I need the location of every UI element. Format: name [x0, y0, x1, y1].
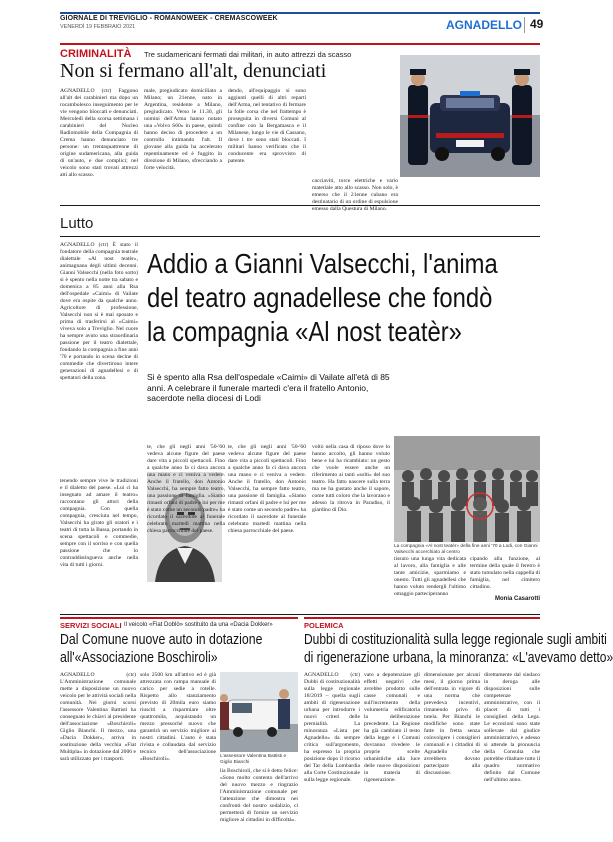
story2-signature: Monia Casarotti	[494, 596, 540, 602]
car-photo-caption: L'assessore Valentina Battisti e Giglio Bianchi	[220, 754, 287, 765]
story2-column-5: tissuto una lunga vita dedicata al lavoro, alla famiglia e alle tante amicizie, sparmiamo e onesto. Tutti gli agnadellesi che hanno voluto rendergli l'ultimo omaggio parteciperanno	[394, 556, 466, 597]
car-handover-illustration	[220, 672, 298, 752]
story1-column-2: male, pregiudicato domiciliato a Milano; un 21enne, nato in Argentina, residente a Milano, pregiudicato. Verso le 11.30, gli uomini dell'Arma hanno notato una «Volvo S60» in paese, quindi hanno deciso di procedere a un controllo intimando l'alt. Il giovane alla guida ha accelerato repentinamente ed è fuggito in direzione di Milano, sfrecciando a forte velocità.	[144, 88, 222, 171]
story3-column-1: AGNADELLO (ctr) L'Amministrazione comunale mette a disposizione un nuovo veicolo per le attività sociali nella comunità. Nei giorni scorsi l'assessore Valentina Battisti ha consegnato le chiavi al presidente dell'associazione «Boschiroli» Giglio Bianchi. Il mezzo, una «Dacia Dokker», arriva in sostituzione della vecchia «Fiat Multipla» in dotazione dal 2006 e sarà utilizzato per i trasporti.	[60, 672, 136, 762]
story2-column-2: tenendo sempre vive le tradizioni e il dialetto del paese. «Lui ci ha insegnato ad amare il teatro» raccontano gli attori della compagnia. Con quella compagnia, cresciuta nel tempo, Valsecchi ha girato gli oratori e i teatri di tutta la Bassa, portando in scena spettacoli e commedie, sempre con il sorriso e con quella passione che lo contraddistingueva anche nella vita di tutti i giorni.	[60, 478, 138, 568]
story2-column-3-top: te, che gli negli anni '50-'60 vedeva alcune figure del paese dare vita a piccoli spettacoli. Fino a qualche anno fa ci dava ancora una mano e ci veniva a vedere. Anche il fratello, don Antonio Valsecchi, ha sempre fatto teatro, una passione di famiglia. «Siamo rimasti orfani di padre e lui per me è stato come un secondo padre» ha ricordato il sacerdote al funerale celebrato martedì mattina nella chiesa parrocchiale del paese.	[147, 444, 225, 534]
story4-column-2: vato a depotenziare gli effetti negativi che avrebbe prodotto sulle casse comunali e sull'incremento della volumetria edificatoria la deliberazione precedente. La Regione ha già cambiato il testo della legge e i Comuni dovranno rivedere le proprie scelte urbanistiche alla luce delle nuove disposizioni in materia di rigenerazione.	[364, 672, 420, 783]
story3-headline-line-2: all'«Associazione Boschiroli»	[60, 649, 218, 666]
story-separator-2	[60, 614, 540, 615]
story3-rule	[60, 617, 298, 619]
story1-kicker: CRIMINALITÀ	[60, 48, 132, 60]
story-separator-1	[60, 205, 540, 206]
story4-kicker: POLEMICA	[304, 621, 344, 630]
story2-deck: Si è spento alla Rsa dell'ospedale «Caimi» di Vailate all'età di 85 anni. A celebrare il funerale martedì c'era il fratello Antonio, sacerdote nella diocesi di Lodi	[147, 372, 390, 403]
page-number: 49	[530, 17, 544, 31]
story3-kicker: SERVIZI SOCIALI	[60, 621, 122, 630]
story2-column-6: cipando alla funzione, al termine della quale il feretro è stato tumulato nella cappella di famiglia, nel cimitero cittadino.	[470, 556, 540, 590]
theatre-photo-caption: La compagnia «Al nost teatèr» della fine anni '70 a Lodi, con Gianni Valsecchi accerchiato al centro	[394, 544, 538, 555]
header-divider	[524, 17, 525, 33]
masthead-rule	[60, 12, 540, 14]
story3-headline-line-1: Dal Comune nuove auto in dotazione	[60, 631, 263, 648]
story3-column-3: lia Boschiroli, che si è detto felice: «Sono molto contento dell'arrivo del nuovo mezzo e ringrazio l'Amministrazione comunale per l'attenzione che dimostra nei confronti del nostro sodalizio, ci permetterà di fornire un servizio migliore ai cittadini in difficoltà».	[220, 768, 298, 823]
story1-headline: Non si fermano all'alt, denunciati	[60, 60, 327, 82]
story2-rule	[60, 236, 540, 237]
story2-kicker: Lutto	[60, 215, 94, 232]
story4-headline-line-2: di rigenerazione urbana, la minoranza: «L'avevamo detto»	[304, 649, 613, 666]
story3-subkicker: Il veicolo «Fiat Doblò» sostituito da una «Dacia Dokker»	[124, 622, 273, 628]
story1-rule	[60, 43, 540, 45]
carabinieri-photo	[400, 55, 540, 177]
story4-column-3: dimensionate per alcuni mesi, il giorno prima dell'entrata in vigore di una norma che prevedeva incentivi, rimanendo privo di tutela. Per Bianchi le modifiche sono state fatte in fretta senza coinvolgere i consiglieri comunali e i cittadini di Agnadello che avrebbero dovuto partecipare alla discussione.	[424, 672, 480, 776]
story2-headline-line-1: Addio a Gianni Valsecchi, l'anima	[147, 248, 498, 279]
section-name: AGNADELLO	[446, 18, 522, 32]
new-car-photo	[220, 672, 298, 752]
story1-subkicker: Tre sudamericani fermati dai militari, in auto attrezzi da scasso	[144, 50, 352, 59]
issue-date: VENERDÌ 19 FEBBRAIO 2021	[60, 24, 136, 30]
story1-column-4: cacciaviti, torce elettriche e vario materiale atto allo scasso. Non solo, è emerso che il 21enne cubano era destinatario di un ordine di espulsione emesso dalla Questura di Milano.	[312, 178, 398, 212]
group-photo-illustration	[394, 436, 540, 542]
story4-rule	[304, 617, 540, 619]
story4-column-4: direttamente dal sindaco in deroga alle disposizioni sulle competenze amministrative, con il placet di tutti i consiglieri della Lega. Le eccezioni sono state sollevate dal giudice amministrativo, e adesso si attende la pronuncia della Consulta che potrebbe ribaltare tutto il quadro normativo definito dal Comune nell'ultimo anno.	[484, 672, 540, 783]
story2-column-3: te, che gli negli anni '50-'60 vedeva alcune figure del paese dare vita a piccoli spettacoli. Fino a qualche anno fa ci dava ancora una mano e ci veniva a vedere. Anche il fratello, don Antonio Valsecchi, ha sempre fatto teatro, una passione di famiglia. «Siamo rimasti orfani di padre e lui per me è stato come un secondo padre» ha ricordato il sacerdote al funerale celebrato martedì mattina nella chiesa parrocchiale del paese.	[228, 444, 306, 534]
story4-headline-line-1: Dubbi di costituzionalità sulla legge regionale sugli ambiti	[304, 631, 607, 648]
story1-column-1: AGNADELLO (ctr) Faggono all'alt dei carabinieri ma dopo un rocambolesco inseguimento per le vie vengono bloccati e denunciati. Mercoledì della scorsa settimana i carabinieri del Nucleo Radiomobile della Compagnia di Crema hanno denunciato tre persone: un trentaquattrenne di origine sudamericana, alla guida di un'auto, e due complici; nel veicolo sono stati trovati attrezzi atti allo scasso.	[60, 88, 138, 178]
story2-column-1: AGNADELLO (ctr) È stato il fondatore della compagnia teatrale dialettale «Al nost teatèr», animagnana degli ultimi decenni. Gianni Valsecchi (nella foto sotto) si è spento nella notte tra sabato e domenica a 85 anni alla Rsa dell'ospedale «Caimi» di Vailate dove era ospite da qualche anno. Agricoltore di professione, Valsecchi non si è mai sposato e prima di trasferirsi al «Caimi» viveva solo a Treviglio. Nel cuore ha sempre avuto una straordinaria passione per il teatro dialettale, fondando la compagnia a fine anni '70 e portando in scena decine di commedie che divertirono intere generazioni di agnadellesi e di spettatori della zona.	[60, 242, 138, 381]
story2-headline-line-2: del teatro agnadellese che fondò	[147, 282, 493, 313]
theatre-company-photo	[394, 436, 540, 542]
paper-name: GIORNALE DI TREVIGLIO - ROMANOWEEK - CREMASCOWEEK	[60, 15, 278, 22]
story4-column-1: AGNADELLO (ctr) Dubbi di costituzionalità sulla legge regionale 18/2019 – quella sugli ambiti di rigenerazione urbana per introdurre i nuovi criteri delle premialità. La minoranza «Lista per Agnadello» da sempre critica sull'argomento, ha espresso la propria posizione dopo il ricorso del Tar della Lombardia alla Corte Costituzionale sulla legge regionale.	[304, 672, 360, 783]
carabinieri-car-illustration	[400, 55, 540, 177]
story1-column-3: dendo, all'equipaggio si sono aggiunti quelli di altri reparti dell'Arma, nel tentativo di fermare la folle corsa che nel frattempo è proseguita in diversi Comuni al confine con la Bergamasca e il Milanese, lungo le vie di Cassano, dove i tre sono stati bloccati. I militari hanno verificato che il conducente era sprovvisto di patente.	[228, 88, 306, 164]
story3-column-2: solo 2500 km all'attivo ed è già attrezzata con rampa manuale di carico per sedie a rotelle. Rispetto allo stanziamento previsto di 20mila euro siamo riusciti a risparmiare oltre quattromila, acquistando un mezzo pressoché nuovo che garantirà un servizio migliore ai nostri cittadini. L'auto è stata rivista e collaudata dal servizio tecnico dell'associazione «Boschiroli».	[140, 672, 216, 762]
story2-headline-line-3: la compagnia «Al nost teatèr»	[147, 316, 462, 347]
story2-column-4: voltò nella casa di riposo dove lo hanno accolto, gli hanno voluto bene e lui ha ricambiato: un gesto che vuole essere anche un riferimento ai tanti «solti» del suo teatro. Ha fatto nascere sulla terra ma ne ha gustato anche il sapore, come tutti coloro che la lavorano e adesso la ritrova in Paradiso, il giardino di Dio.	[312, 444, 390, 513]
